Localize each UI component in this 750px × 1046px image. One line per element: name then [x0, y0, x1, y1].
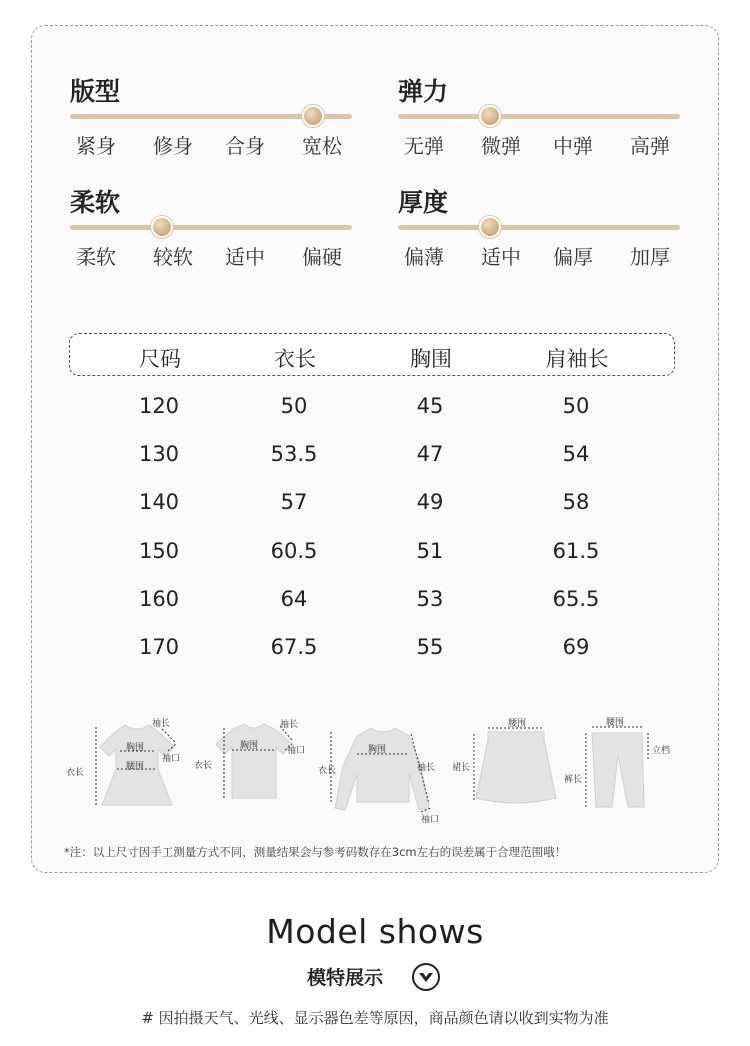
- table-cell: 64: [280, 587, 308, 611]
- size-column-header: 胸围: [410, 347, 452, 371]
- attr-track: [70, 225, 352, 230]
- attr-option: 适中: [481, 245, 521, 269]
- tshirt-length-label: 衣长: [194, 761, 213, 771]
- sweater-measure-figure: [317, 716, 457, 841]
- table-cell: 53.5: [270, 442, 318, 466]
- table-cell: 57: [280, 490, 308, 514]
- table-cell: 160: [138, 587, 180, 611]
- pants-length-label: 裤长: [564, 775, 583, 785]
- dress-chest-label: 胸围: [126, 743, 145, 753]
- table-cell: 47: [416, 442, 444, 466]
- size-table-header: [69, 333, 675, 376]
- attr-option: 高弹: [630, 134, 670, 158]
- attr-option: 适中: [225, 245, 265, 269]
- attr-knob: [479, 216, 501, 238]
- chevron-down-icon: [411, 962, 441, 992]
- attr-option: 紧身: [76, 134, 116, 158]
- tshirt-chest-label: 胸围: [240, 741, 259, 751]
- dress-sleeve-label: 袖长: [152, 719, 171, 729]
- table-cell: 58: [562, 490, 590, 514]
- dress-waist-label: 腰围: [126, 762, 145, 772]
- attr-option: 偏薄: [404, 245, 444, 269]
- pants-waist-label: 腰围: [606, 718, 625, 728]
- skirt-length-label: 裙长: [452, 763, 471, 773]
- attr-option: 微弹: [481, 134, 521, 158]
- attr-option: 偏厚: [553, 245, 593, 269]
- table-cell: 170: [138, 635, 180, 659]
- table-cell: 50: [280, 394, 308, 418]
- model-section-title: Model shows: [266, 912, 484, 951]
- attr-title: 柔软: [70, 188, 121, 217]
- table-cell: 130: [138, 442, 180, 466]
- table-cell: 53: [416, 587, 444, 611]
- table-cell: 69: [562, 635, 590, 659]
- table-cell: 61.5: [552, 539, 600, 563]
- attr-option: 偏硬: [302, 245, 342, 269]
- attr-option: 修身: [153, 134, 193, 158]
- attr-title: 弹力: [398, 77, 449, 106]
- size-column-header: 尺码: [139, 347, 181, 371]
- attr-title: 版型: [70, 77, 121, 106]
- model-section-subtitle: 模特展示: [307, 967, 384, 989]
- dress-length-label: 衣长: [66, 768, 85, 778]
- table-cell: 60.5: [270, 539, 318, 563]
- tshirt-measure-figure: [192, 716, 312, 826]
- table-cell: 45: [416, 394, 444, 418]
- tshirt-sleeve-label: 袖长: [280, 720, 299, 730]
- table-cell: 120: [138, 394, 180, 418]
- table-cell: 65.5: [552, 587, 600, 611]
- attr-knob: [479, 105, 501, 127]
- size-column-header: 肩袖长: [545, 347, 609, 371]
- color-disclaimer: # 因拍摄天气、光线、显示器色差等原因，商品颜色请以收到实物为准: [141, 1009, 609, 1027]
- sweater-sleeve-label: 袖长: [417, 763, 436, 773]
- size-info-card: [31, 25, 719, 873]
- attr-option: 宽松: [302, 134, 342, 158]
- attr-option: 无弹: [404, 134, 444, 158]
- pants-rise-label: 立档: [652, 746, 671, 756]
- tshirt-cuff-label: 袖口: [287, 746, 306, 756]
- pants-icon: [562, 711, 682, 826]
- attr-option: 加厚: [630, 245, 670, 269]
- attr-option: 中弹: [553, 134, 593, 158]
- table-cell: 55: [416, 635, 444, 659]
- table-cell: 150: [138, 539, 180, 563]
- sweater-chest-label: 胸围: [368, 745, 387, 755]
- dress-cuff-label: 袖口: [162, 754, 181, 764]
- table-cell: 51: [416, 539, 444, 563]
- sweater-cuff-label: 袖口: [421, 815, 440, 825]
- table-cell: 140: [138, 490, 180, 514]
- table-cell: 67.5: [270, 635, 318, 659]
- attr-option: 合身: [225, 134, 265, 158]
- table-cell: 49: [416, 490, 444, 514]
- pants-measure-figure: [562, 711, 682, 826]
- attr-knob: [302, 105, 324, 127]
- table-cell: 50: [562, 394, 590, 418]
- attr-track: [398, 114, 680, 119]
- tshirt-icon: [192, 716, 312, 826]
- skirt-waist-label: 腰围: [508, 719, 527, 729]
- measurement-note: *注：以上尺寸因手工测量方式不同，测量结果会与参考码数存在3cm左右的误差属于合理范围哦！: [64, 845, 567, 859]
- attr-title: 厚度: [398, 188, 449, 217]
- attr-knob: [151, 216, 173, 238]
- attr-track: [398, 225, 680, 230]
- dress-measure-figure: [62, 711, 202, 831]
- sweater-length-label: 衣长: [318, 766, 337, 776]
- attr-option: 柔软: [76, 245, 116, 269]
- size-column-header: 衣长: [274, 347, 316, 371]
- table-cell: 54: [562, 442, 590, 466]
- skirt-measure-figure: [452, 714, 572, 824]
- attr-option: 较软: [153, 245, 193, 269]
